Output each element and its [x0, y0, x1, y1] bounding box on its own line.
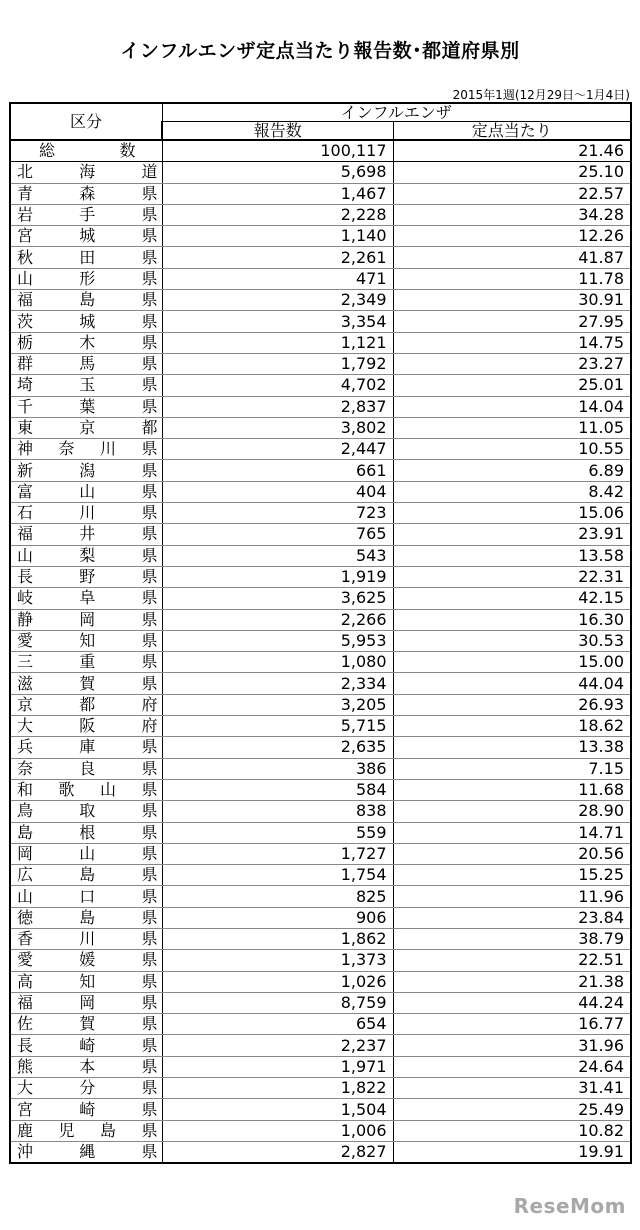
per-sentinel-cell: 7.15: [393, 758, 631, 779]
table-row: [10, 311, 631, 332]
prefecture-name: 鳥 取 県: [10, 801, 162, 822]
table-row: [10, 737, 631, 758]
per-sentinel-cell: 15.06: [393, 503, 631, 524]
reports-cell: 3,354: [162, 311, 393, 332]
per-sentinel-cell: 34.28: [393, 204, 631, 225]
prefecture-name: 栃 木 県: [10, 332, 162, 353]
reports-cell: 1,467: [162, 183, 393, 204]
per-sentinel-cell: 14.75: [393, 332, 631, 353]
table-row: [10, 1014, 631, 1035]
reports-cell: 3,625: [162, 588, 393, 609]
prefecture-name: 愛 媛 県: [10, 950, 162, 971]
prefecture-name: 石 川 県: [10, 503, 162, 524]
reports-cell: 471: [162, 268, 393, 289]
table-row: [10, 226, 631, 247]
prefecture-name: 岩 手 県: [10, 204, 162, 225]
prefecture-name: 福 井 県: [10, 524, 162, 545]
reports-cell: 1,121: [162, 332, 393, 353]
reports-cell: 1,026: [162, 971, 393, 992]
table-row: [10, 1120, 631, 1141]
table-row: [10, 716, 631, 737]
prefecture-name: 高 知 県: [10, 971, 162, 992]
table-row: [10, 673, 631, 694]
per-sentinel-cell: 16.30: [393, 609, 631, 630]
prefecture-name: 山 口 県: [10, 886, 162, 907]
per-sentinel-cell: 12.26: [393, 226, 631, 247]
total-label: 総 数: [10, 140, 162, 162]
header-per-sentinel: 定点当たり: [393, 122, 631, 141]
total-per-sentinel: 21.46: [393, 140, 631, 162]
per-sentinel-cell: 11.68: [393, 779, 631, 800]
reports-cell: 723: [162, 503, 393, 524]
reports-cell: 765: [162, 524, 393, 545]
per-sentinel-cell: 31.41: [393, 1078, 631, 1099]
per-sentinel-cell: 25.10: [393, 162, 631, 183]
prefecture-name: 鹿 児 島 県: [10, 1120, 162, 1141]
table-row: [10, 183, 631, 204]
table-row: [10, 375, 631, 396]
prefecture-name: 富 山 県: [10, 481, 162, 502]
reports-cell: 1,919: [162, 566, 393, 587]
header-kubun: 区分: [10, 103, 162, 140]
prefecture-name: 広 島 県: [10, 865, 162, 886]
reports-cell: 4,702: [162, 375, 393, 396]
reports-cell: 1,006: [162, 1120, 393, 1141]
per-sentinel-cell: 25.49: [393, 1099, 631, 1120]
per-sentinel-cell: 28.90: [393, 801, 631, 822]
per-sentinel-cell: 16.77: [393, 1014, 631, 1035]
prefecture-name: 宮 崎 県: [10, 1099, 162, 1120]
reports-cell: 559: [162, 822, 393, 843]
per-sentinel-cell: 24.64: [393, 1056, 631, 1077]
prefecture-name: 奈 良 県: [10, 758, 162, 779]
reports-cell: 2,635: [162, 737, 393, 758]
table-row: [10, 460, 631, 481]
table-row: [10, 204, 631, 225]
per-sentinel-cell: 31.96: [393, 1035, 631, 1056]
reports-cell: 2,827: [162, 1141, 393, 1163]
reports-cell: 584: [162, 779, 393, 800]
table-row: [10, 332, 631, 353]
period-label: 2015年1週(12月29日～1月4日): [452, 88, 630, 102]
prefecture-name: 岡 山 県: [10, 843, 162, 864]
table-row: [10, 247, 631, 268]
table-row: [10, 1035, 631, 1056]
per-sentinel-cell: 22.57: [393, 183, 631, 204]
prefecture-name: 神 奈 川 県: [10, 439, 162, 460]
per-sentinel-cell: 44.04: [393, 673, 631, 694]
reports-cell: 838: [162, 801, 393, 822]
per-sentinel-cell: 22.51: [393, 950, 631, 971]
reports-cell: 2,266: [162, 609, 393, 630]
header-reports: 報告数: [162, 122, 393, 141]
header-row-group: [10, 103, 631, 122]
prefecture-name: 長 崎 県: [10, 1035, 162, 1056]
prefecture-name: 埼 玉 県: [10, 375, 162, 396]
reports-cell: 654: [162, 1014, 393, 1035]
prefecture-name: 滋 賀 県: [10, 673, 162, 694]
page-title: インフルエンザ定点当たり報告数･都道府県別: [120, 40, 520, 62]
per-sentinel-cell: 19.91: [393, 1141, 631, 1163]
table-row: [10, 928, 631, 949]
reports-cell: 906: [162, 907, 393, 928]
table-row: [10, 779, 631, 800]
prefecture-name: 島 根 県: [10, 822, 162, 843]
prefecture-name: 和 歌 山 県: [10, 779, 162, 800]
table-row: [10, 1141, 631, 1163]
reports-cell: 1,373: [162, 950, 393, 971]
per-sentinel-cell: 14.04: [393, 396, 631, 417]
prefecture-name: 山 梨 県: [10, 545, 162, 566]
reports-cell: 3,802: [162, 417, 393, 438]
table-row: [10, 268, 631, 289]
per-sentinel-cell: 8.42: [393, 481, 631, 502]
prefecture-name: 福 岡 県: [10, 992, 162, 1013]
per-sentinel-cell: 23.27: [393, 353, 631, 374]
reports-cell: 8,759: [162, 992, 393, 1013]
prefecture-name: 群 馬 県: [10, 353, 162, 374]
per-sentinel-cell: 11.78: [393, 268, 631, 289]
table-row: [10, 353, 631, 374]
header-group: インフルエンザ: [162, 103, 631, 122]
reports-cell: 1,862: [162, 928, 393, 949]
reports-cell: 2,447: [162, 439, 393, 460]
prefecture-name: 大 阪 府: [10, 716, 162, 737]
per-sentinel-cell: 30.53: [393, 630, 631, 651]
prefecture-name: 静 岡 県: [10, 609, 162, 630]
per-sentinel-cell: 10.55: [393, 439, 631, 460]
table-row: [10, 162, 631, 183]
per-sentinel-cell: 18.62: [393, 716, 631, 737]
per-sentinel-cell: 14.71: [393, 822, 631, 843]
reports-cell: 1,140: [162, 226, 393, 247]
table-row: [10, 865, 631, 886]
table-row: [10, 886, 631, 907]
prefecture-name: 京 都 府: [10, 694, 162, 715]
table-row: [10, 822, 631, 843]
resemom-logo: ReseMom: [513, 1194, 626, 1218]
table-row: [10, 503, 631, 524]
reports-cell: 1,754: [162, 865, 393, 886]
per-sentinel-cell: 27.95: [393, 311, 631, 332]
per-sentinel-cell: 25.01: [393, 375, 631, 396]
prefecture-name: 熊 本 県: [10, 1056, 162, 1077]
table-row: [10, 652, 631, 673]
prefecture-name: 福 島 県: [10, 290, 162, 311]
reports-cell: 1,504: [162, 1099, 393, 1120]
table-row: [10, 1056, 631, 1077]
reports-cell: 5,953: [162, 630, 393, 651]
reports-cell: 1,727: [162, 843, 393, 864]
reports-cell: 5,715: [162, 716, 393, 737]
per-sentinel-cell: 30.91: [393, 290, 631, 311]
reports-cell: 386: [162, 758, 393, 779]
per-sentinel-cell: 20.56: [393, 843, 631, 864]
prefecture-name: 長 野 県: [10, 566, 162, 587]
table-row: [10, 950, 631, 971]
per-sentinel-cell: 15.00: [393, 652, 631, 673]
prefecture-name: 宮 城 県: [10, 226, 162, 247]
table-row: [10, 545, 631, 566]
prefecture-name: 三 重 県: [10, 652, 162, 673]
prefecture-name: 東 京 都: [10, 417, 162, 438]
reports-cell: 2,261: [162, 247, 393, 268]
reports-cell: 661: [162, 460, 393, 481]
table-row: [10, 971, 631, 992]
prefecture-name: 岐 阜 県: [10, 588, 162, 609]
reports-cell: 2,334: [162, 673, 393, 694]
prefecture-name: 北 海 道: [10, 162, 162, 183]
table-row: [10, 417, 631, 438]
table-row: [10, 1078, 631, 1099]
per-sentinel-cell: 13.38: [393, 737, 631, 758]
prefecture-name: 青 森 県: [10, 183, 162, 204]
prefecture-name: 佐 賀 県: [10, 1014, 162, 1035]
table-row: [10, 290, 631, 311]
prefecture-name: 愛 知 県: [10, 630, 162, 651]
table-row: [10, 992, 631, 1013]
reports-cell: 2,228: [162, 204, 393, 225]
per-sentinel-cell: 10.82: [393, 1120, 631, 1141]
reports-cell: 825: [162, 886, 393, 907]
prefecture-name: 千 葉 県: [10, 396, 162, 417]
total-reports: 100,117: [162, 140, 393, 162]
per-sentinel-cell: 22.31: [393, 566, 631, 587]
table-row: [10, 694, 631, 715]
per-sentinel-cell: 21.38: [393, 971, 631, 992]
table-row: [10, 439, 631, 460]
prefecture-name: 新 潟 県: [10, 460, 162, 481]
reports-cell: 543: [162, 545, 393, 566]
table-row: [10, 801, 631, 822]
per-sentinel-cell: 13.58: [393, 545, 631, 566]
prefecture-name: 山 形 県: [10, 268, 162, 289]
reports-cell: 2,237: [162, 1035, 393, 1056]
prefecture-name: 茨 城 県: [10, 311, 162, 332]
per-sentinel-cell: 26.93: [393, 694, 631, 715]
reports-cell: 1,080: [162, 652, 393, 673]
prefecture-name: 徳 島 県: [10, 907, 162, 928]
per-sentinel-cell: 6.89: [393, 460, 631, 481]
per-sentinel-cell: 41.87: [393, 247, 631, 268]
reports-cell: 3,205: [162, 694, 393, 715]
per-sentinel-cell: 23.84: [393, 907, 631, 928]
influenza-table: [9, 102, 632, 1164]
reports-cell: 1,792: [162, 353, 393, 374]
table-row: [10, 524, 631, 545]
table-row: [10, 481, 631, 502]
total-row: [10, 140, 631, 162]
prefecture-name: 秋 田 県: [10, 247, 162, 268]
reports-cell: 1,971: [162, 1056, 393, 1077]
per-sentinel-cell: 15.25: [393, 865, 631, 886]
table-row: [10, 566, 631, 587]
table-row: [10, 396, 631, 417]
table-row: [10, 758, 631, 779]
reports-cell: 2,837: [162, 396, 393, 417]
table-row: [10, 630, 631, 651]
per-sentinel-cell: 23.91: [393, 524, 631, 545]
reports-cell: 2,349: [162, 290, 393, 311]
per-sentinel-cell: 44.24: [393, 992, 631, 1013]
table-row: [10, 609, 631, 630]
per-sentinel-cell: 42.15: [393, 588, 631, 609]
table-row: [10, 907, 631, 928]
per-sentinel-cell: 38.79: [393, 928, 631, 949]
prefecture-name: 兵 庫 県: [10, 737, 162, 758]
table-row: [10, 588, 631, 609]
prefecture-name: 香 川 県: [10, 928, 162, 949]
reports-cell: 404: [162, 481, 393, 502]
reports-cell: 5,698: [162, 162, 393, 183]
table-row: [10, 1099, 631, 1120]
prefecture-name: 沖 縄 県: [10, 1141, 162, 1163]
table-row: [10, 843, 631, 864]
reports-cell: 1,822: [162, 1078, 393, 1099]
prefecture-name: 大 分 県: [10, 1078, 162, 1099]
per-sentinel-cell: 11.96: [393, 886, 631, 907]
per-sentinel-cell: 11.05: [393, 417, 631, 438]
